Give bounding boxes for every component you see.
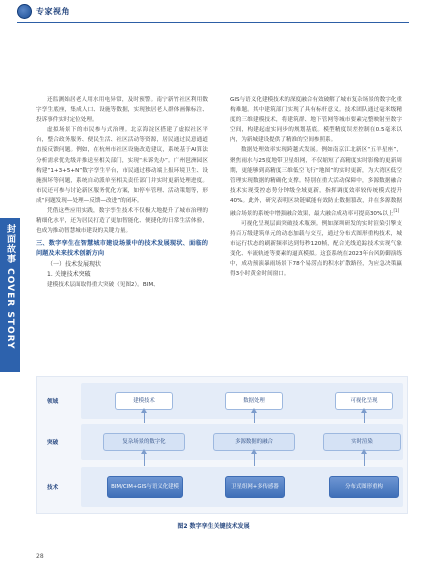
- paragraph: [230, 145, 402, 219]
- section-header-title: 专家视角: [36, 7, 70, 16]
- citation-marker: [1]: [393, 208, 400, 214]
- diagram-box: 分布式图形重构: [329, 476, 399, 498]
- page-number: 28: [36, 553, 44, 560]
- page-header: [0, 0, 427, 28]
- diagram-box: 卫星组网+多传感器: [225, 476, 285, 498]
- figure-caption: 图2 数字孪生关键技术发展: [177, 523, 250, 530]
- magazine-logo-icon: [17, 4, 32, 19]
- up-arrow-icon: [361, 449, 367, 454]
- diagram-box: BIM/CIM+GIS与语义化建模: [107, 476, 183, 498]
- diagram-box: 多源数据的融合: [213, 433, 295, 451]
- diagram-box: 可视化呈现: [335, 392, 393, 410]
- up-arrow-icon: [141, 408, 147, 413]
- row-label: 突破: [47, 440, 59, 446]
- paragraph: 凭借这些应用实践，数字孪生技术不仅极大地提升了城市治理的精细化水平，还为居民打造了更加智能化、便捷化的日常生活体验，也成为推动智慧城市建设的关键力量。: [36, 208, 208, 235]
- up-arrow-icon: [251, 449, 257, 454]
- subsection-heading: （一）技术发展现状: [47, 260, 102, 268]
- header-divider: [17, 22, 409, 23]
- paragraph-text: 数据处理效率实现跨越式发展。例如南京江北新区“五羊星座”，聚焦雨水与25度地带卫星组网，不仅缩短了高精度实时影像的更新周期，更能够到高精度三维低空飞行“地图”的实时更新，为大湾区低空管理实现数据的精确化支撑。特别在重大活动保障中，多源数据融合技术实现受控态势分钟级全域更新，指挥调度效率较传统模式提升40%。此外，研究表明区块链赋能有效防止数据篡改，并在多源数据融合场景的系统中增强融合效果，最大融合成功率可提高30%以上: [230, 147, 402, 217]
- up-arrow-icon: [141, 449, 147, 454]
- left-text-column: [36, 95, 208, 290]
- side-banner-text: 封面故事 COVER STORY: [5, 224, 15, 350]
- section-heading: 三、数字孪生在智慧城市建设场景中的技术发展现状、面临的问题及未来技术创新方向: [36, 240, 208, 258]
- diagram-row-breakthrough: [43, 424, 403, 460]
- paragraph: GIS与语义化建模技术的深度融合有效破解了城市复杂场景的数字化重构难题。其中建筑部门实现了具有标杆意义。技术团队通过毫米级精度的三维建模技术，将建筑群、地下管网等城市要素完整映射至数字空间，构建起虚实同步的规划基底。模型精度误差控制在0.5毫米以内，为新城建设提供了精准的空间参照系。: [230, 97, 402, 144]
- row-label: 领域: [47, 399, 59, 405]
- up-arrow-icon: [251, 408, 257, 413]
- row-label: 技术: [47, 485, 59, 491]
- figure-diagram: [36, 376, 408, 514]
- diagram-box: 建模技术: [115, 392, 173, 410]
- paragraph: 建模技术层面取得重大突破（见图2）。BIM、: [47, 281, 159, 288]
- subsection-heading: 1. 关键技术突破: [47, 270, 91, 278]
- diagram-row-technology: [43, 467, 403, 507]
- paragraph: 可视化呈现层面突破技术瓶颈。例如深圳研发的实时渲染引擎支持百万级建筑单元的动态加载与交互，通过分布式图形重构技术，城市运行状态的刷新频率达到每秒120帧，配合光线追踪技术实现气象变化、车流轨迹等要素的逼真模拟。这套系统在2023年台风防御演练中，成功预演暴雨场景下78个易涝点的积水扩散路径，为应急决策赢得3小时黄金时间窗口。: [230, 220, 402, 278]
- up-arrow-icon: [361, 408, 367, 413]
- arrow-line: [144, 452, 145, 466]
- diagram-row-domain: [43, 383, 403, 419]
- diagram-box: 实时渲染: [323, 433, 401, 451]
- arrow-line: [364, 452, 365, 466]
- paragraph: 还监测始居老人用水用电异常，及时预警。南宁新竹社区利用数字孪生底座，集成人口、设施等数据，实现独居老人群体画像标注、投诉事件实时定位处理。: [36, 97, 208, 124]
- diagram-box: 复杂场景的数字化: [103, 433, 185, 451]
- arrow-line: [254, 452, 255, 466]
- paragraph: 虚拟场景下的市民参与式治理。北京海淀区搭建了虚拟社区平台，整合政务服务、便民生活、社区活动等资源，居民通过民意通道直接反馈问题。例如，在杭州市社区设施改造建议，系统基于AI算法分析需求优先级并推送至相关部门，实现“未诉先办”。广州琶洲园区构建“1+3+5+N”数字孪生平台，市民通过移动端上报环境卫生、设施损坏等问题，系统自动派单至相关责任部门并实时更新处理进度。市民还可参与讨论新区服务优化方案，如停车管理、活动策划等，形成“问题发现—处理—反馈—改进”的闭环。: [36, 127, 208, 204]
- right-text-column: [230, 95, 402, 280]
- diagram-box: 数据处理: [225, 392, 283, 410]
